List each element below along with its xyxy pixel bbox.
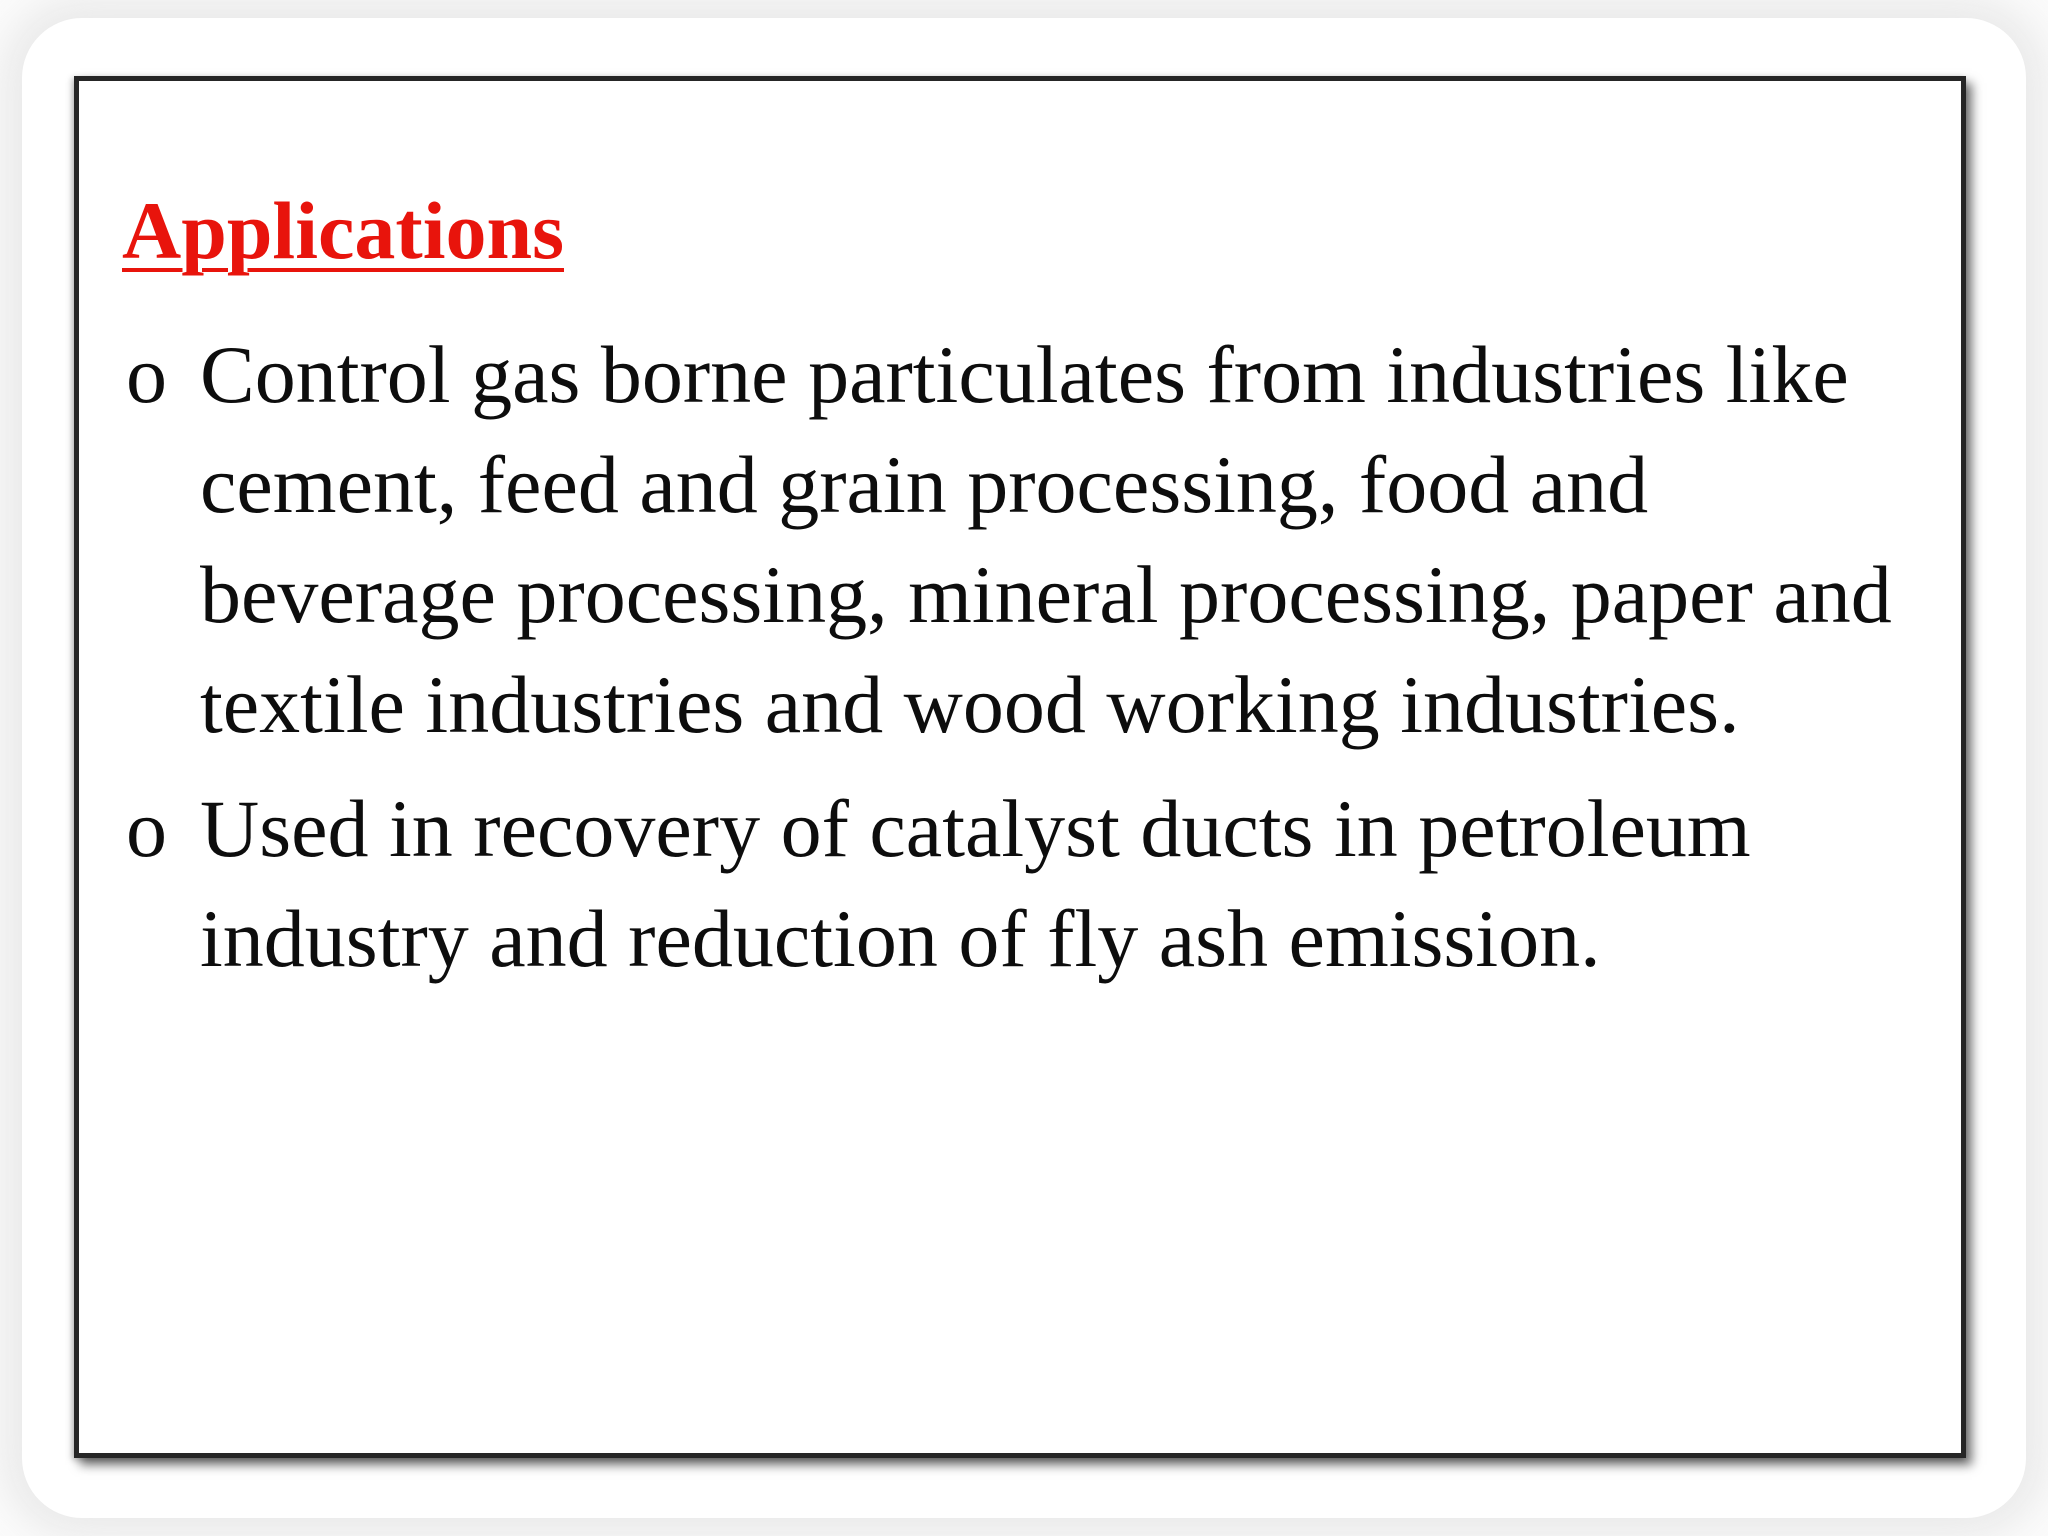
bullet-marker-icon: o: [126, 329, 167, 420]
bullet-item: [126, 320, 1926, 760]
bullet-marker-icon: o: [126, 783, 167, 874]
bullet-list: [126, 320, 1926, 1008]
bullet-text: Used in recovery of catalyst ducts in petroleum industry and reduction of fly ash emission.: [200, 783, 1751, 984]
bullet-text: Control gas borne particulates from industries like cement, feed and grain processing, food and beverage processing, mineral processing, paper and textile industries and wood working industries.: [200, 329, 1892, 750]
bullet-item: [126, 774, 1926, 994]
slide-title: Applications: [122, 185, 564, 276]
